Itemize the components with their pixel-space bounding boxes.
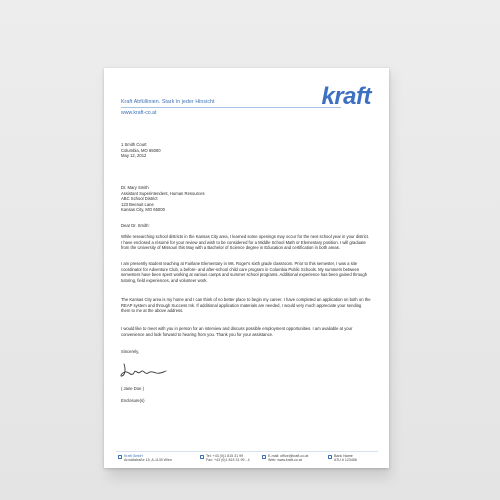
recipient-line: 123 Beenuit Lane: [121, 201, 154, 207]
salutation: Dear Dr. Smith:: [121, 223, 150, 228]
footer-rule: [116, 451, 378, 452]
building-icon: [118, 455, 122, 459]
letterhead-page: [104, 68, 389, 468]
footer-line: ATU # 123456: [334, 458, 357, 463]
mail-icon: [262, 455, 266, 459]
recipient-line: ABC School District: [121, 196, 158, 201]
sender-line: 1 Smith Court: [121, 142, 147, 147]
recipient-address: [121, 185, 205, 213]
footer-bank: [334, 454, 357, 463]
sender-address: [121, 142, 161, 159]
footer-line: Tel: +43 (0)1 815 31 99: [206, 454, 244, 458]
footer-line: Web: www.kraft-co.at: [268, 458, 302, 463]
handwritten-signature: [120, 360, 168, 380]
signature-name: ( Jane Doe ): [121, 386, 145, 391]
footer-line: Bank Name: [334, 454, 353, 458]
footer-line: E-mail: office@kraft-co.at: [268, 454, 309, 458]
recipient-line: Dr. Mary Smith: [121, 185, 149, 190]
header-rule: [121, 107, 341, 108]
enclosure-note: Enclosure(s): [121, 398, 145, 403]
footer-line: Arnoldstraße 15, A-1130 Wien: [124, 458, 172, 463]
sender-line: Columbia, MO 65000: [121, 147, 161, 153]
company-tagline: Kraft Abfüllinien. Stark in jeder Hinsicht: [121, 99, 215, 105]
letter-date: May 12, 2012: [121, 153, 147, 158]
body-paragraph: The Kansas City area is my home and I can think of no better place to begin my career. I have completed an application on both on the REAP system and through Success Ink. If additional application materials are needed, I would very much appreciate your sending them to me at the above address.: [121, 297, 371, 314]
company-website: www.kraft-co.at: [121, 110, 157, 116]
footer-line: Fax: +43 (0)1 815 31 99 - 4: [206, 458, 250, 463]
recipient-line: Assistant Superintendent, Human Resources: [121, 190, 205, 196]
footer-phone: [206, 454, 250, 463]
footer-contact: [268, 454, 308, 463]
closing: Sincerely,: [121, 349, 140, 354]
body-paragraph: While researching school districts in the Kansas City area, I learned some openings may occur for the next school year in your district. I have enclosed a résumé for your review and wish to be considered for a Middle School Math or Elementary position. I will graduate from the University of Missouri this May with a Bachelor of Science degree in Education and certification in both areas.: [121, 234, 370, 251]
bank-icon: [328, 455, 332, 459]
letter-footer: [116, 454, 378, 468]
recipient-line: Kansas City, MO 65000: [121, 207, 165, 212]
kraft-logo: kraft: [321, 83, 371, 110]
footer-company: [124, 454, 172, 463]
body-paragraph: I am presently student teaching at Fairlane Elementary in Ms. Roger's sixth grade classroom. Prior to this semester, I was a site coordinator for Adventure Club, a before- and after-school child care program in Columbia Public Schools. My summers between semesters have been spent working at various camps and summer school programs. Additional experience has been gained through tutoring, field experiences, and volunteer work.: [121, 261, 368, 283]
footer-line: Kraft GmbH: [124, 454, 143, 458]
body-paragraph: I would like to meet with you in person for an interview and discuss possible employment opportunities. I am available at your convenience and look forward to hearing from you. Thank you for your assistance.: [121, 326, 353, 337]
phone-icon: [200, 455, 204, 459]
